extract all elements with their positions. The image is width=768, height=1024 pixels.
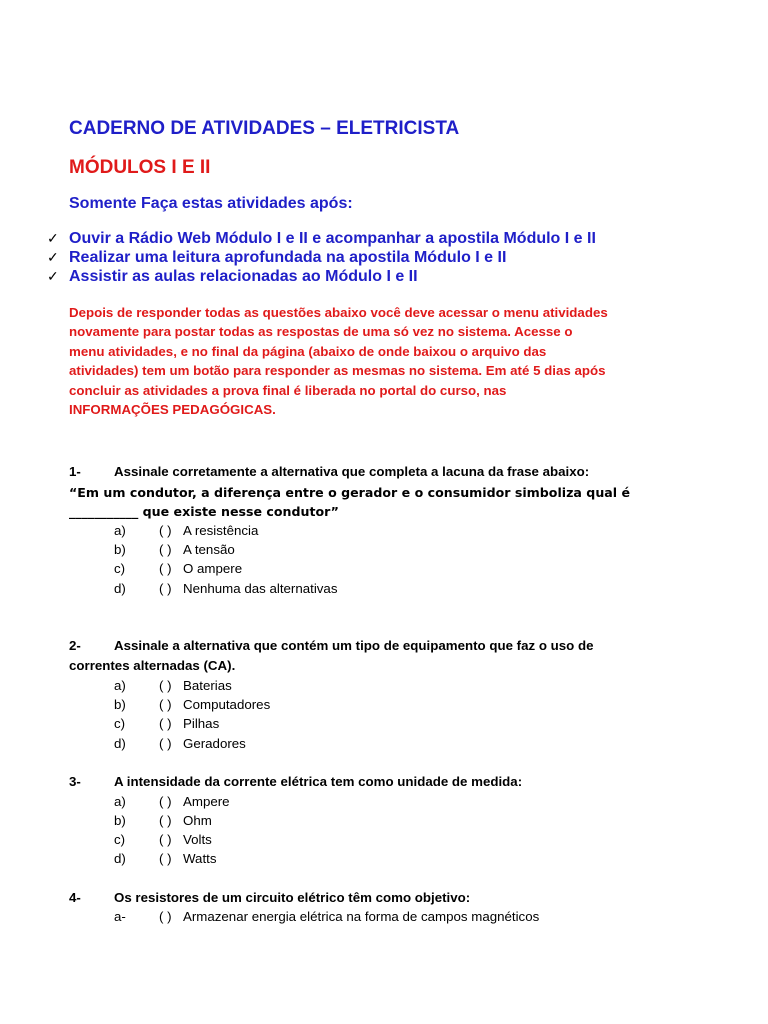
option-text: O ampere [183, 561, 243, 576]
question-line-continued: correntes alternadas (CA). [69, 658, 236, 673]
check-icon: ✓ [47, 230, 59, 246]
option-letter: d) [114, 851, 126, 866]
option-text: Nenhuma das alternativas [183, 581, 338, 596]
option-text: Ohm [183, 813, 212, 828]
notice-line: concluir as atividades a prova final é liberada no portal do curso, nas [69, 382, 507, 398]
option-text: Watts [183, 851, 217, 866]
check-icon: ✓ [47, 268, 59, 284]
option-checkbox[interactable]: ( ) [159, 851, 172, 866]
notice-line: INFORMAÇÕES PEDAGÓGICAS. [69, 402, 276, 418]
option-text: A tensão [183, 542, 235, 557]
option-letter: b) [114, 813, 126, 828]
option-checkbox[interactable]: ( ) [159, 736, 172, 751]
option-checkbox[interactable]: ( ) [159, 794, 172, 809]
question-text: A intensidade da corrente elétrica tem como unidade de medida: [114, 774, 523, 789]
option-letter: a) [114, 523, 126, 538]
checklist-item-text: Ouvir a Rádio Web Módulo I e II e acompanhar a apostila Módulo I e II [69, 230, 596, 247]
option-checkbox[interactable]: ( ) [159, 561, 172, 576]
intro-heading: Somente Faça estas atividades após: [69, 195, 353, 212]
question-text: Assinale corretamente a alternativa que completa a lacuna da frase abaixo: [114, 464, 590, 479]
notice-line: atividades) tem um botão para responder as mesmas no sistema. Em até 5 dias após [69, 363, 606, 379]
option-text: Baterias [183, 678, 232, 693]
option-checkbox[interactable]: ( ) [159, 678, 172, 693]
notice-line: menu atividades, e no final da página (abaixo de onde baixou o arquivo das [69, 343, 547, 359]
question-quote: “Em um condutor, a diferença entre o gerador e o consumidor simboliza qual é [69, 485, 631, 500]
option-checkbox[interactable]: ( ) [159, 697, 172, 712]
notice-line: Depois de responder todas as questões abaixo você deve acessar o menu atividades [69, 305, 608, 320]
option-checkbox[interactable]: ( ) [159, 909, 172, 924]
notice-line: novamente para postar todas as respostas de uma só vez no sistema. Acesse o [69, 324, 573, 340]
question-number: 2- [69, 638, 81, 653]
question-text: Os resistores de um circuito elétrico têm como objetivo: [114, 890, 471, 905]
option-checkbox[interactable]: ( ) [159, 542, 172, 557]
question-number: 3- [69, 774, 81, 789]
checklist-item-text: Assistir as aulas relacionadas ao Módulo I e II [69, 268, 418, 285]
option-text: Armazenar energia elétrica na forma de campos magnéticos [183, 909, 540, 924]
option-letter: d) [114, 736, 126, 751]
question-number: 1- [69, 464, 81, 479]
option-letter: c) [114, 561, 126, 576]
checklist-item-text: Realizar uma leitura aprofundada na apostila Módulo I e II [69, 249, 507, 266]
question-quote: ___________ que existe nesse condutor” [69, 504, 339, 519]
option-checkbox[interactable]: ( ) [159, 523, 172, 538]
option-text: Pilhas [183, 716, 220, 731]
option-checkbox[interactable]: ( ) [159, 716, 172, 731]
option-letter: d) [114, 581, 126, 596]
option-text: Computadores [183, 697, 271, 712]
question-number: 4- [69, 890, 81, 905]
option-letter: b) [114, 542, 126, 557]
option-checkbox[interactable]: ( ) [159, 581, 172, 596]
check-icon: ✓ [47, 249, 59, 265]
option-letter: b) [114, 697, 126, 712]
option-text: Volts [183, 832, 212, 847]
option-letter: a- [114, 909, 126, 924]
option-text: Ampere [183, 794, 230, 809]
question-text: Assinale a alternativa que contém um tipo de equipamento que faz o uso de [114, 638, 594, 653]
option-checkbox[interactable]: ( ) [159, 813, 172, 828]
option-letter: c) [114, 716, 126, 731]
instructions-notice [69, 303, 709, 419]
option-text: A resistência [183, 523, 259, 538]
option-letter: a) [114, 794, 126, 809]
option-checkbox[interactable]: ( ) [159, 832, 172, 847]
option-text: Geradores [183, 736, 246, 751]
option-letter: c) [114, 832, 126, 847]
option-letter: a) [114, 678, 126, 693]
document-subtitle: MÓDULOS I E II [69, 157, 211, 178]
document-title: CADERNO DE ATIVIDADES – ELETRICISTA [69, 118, 460, 139]
